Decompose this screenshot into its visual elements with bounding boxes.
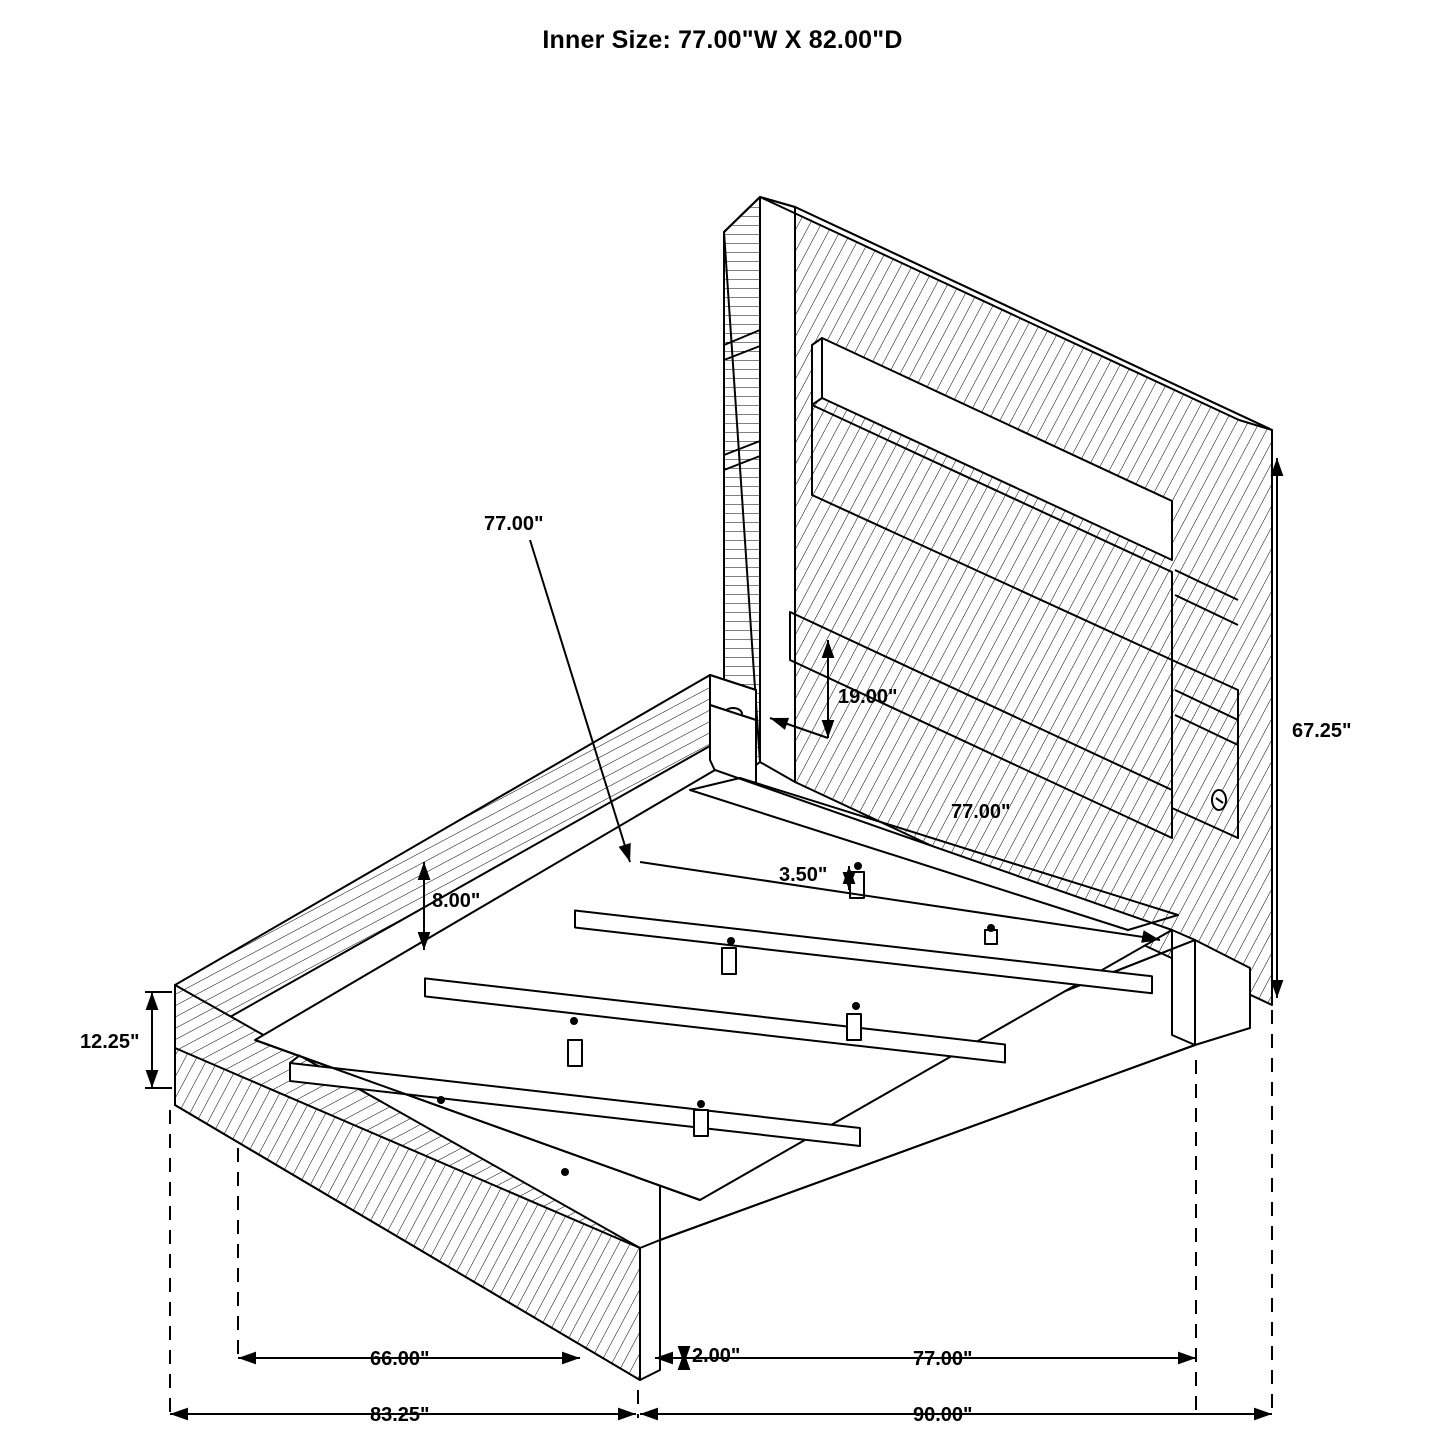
dim-label-foot-rail-thickness: 2.00"	[692, 1345, 741, 1367]
dim-label-deck-height: 8.00"	[432, 890, 481, 912]
page-title: Inner Size: 77.00"W X 82.00"D	[542, 26, 903, 54]
dim-label-headboard-panel-height: 19.00"	[838, 686, 898, 708]
dim-label-interior-length: 66.00"	[370, 1348, 430, 1370]
dim-label-overall-depth: 90.00"	[913, 1404, 973, 1426]
dim-label-headboard-height: 67.25"	[1292, 720, 1352, 742]
dim-label-slat-thickness: 3.50"	[779, 864, 828, 886]
dim-label-mattress-support-width: 77.00"	[951, 801, 1011, 823]
dim-label-interior-depth: 77.00"	[913, 1348, 973, 1370]
dim-label-overall-length: 83.25"	[370, 1404, 430, 1426]
dim-label-rail-height: 12.25"	[80, 1031, 140, 1053]
dim-label-headboard-width-callout: 77.00"	[484, 513, 544, 535]
